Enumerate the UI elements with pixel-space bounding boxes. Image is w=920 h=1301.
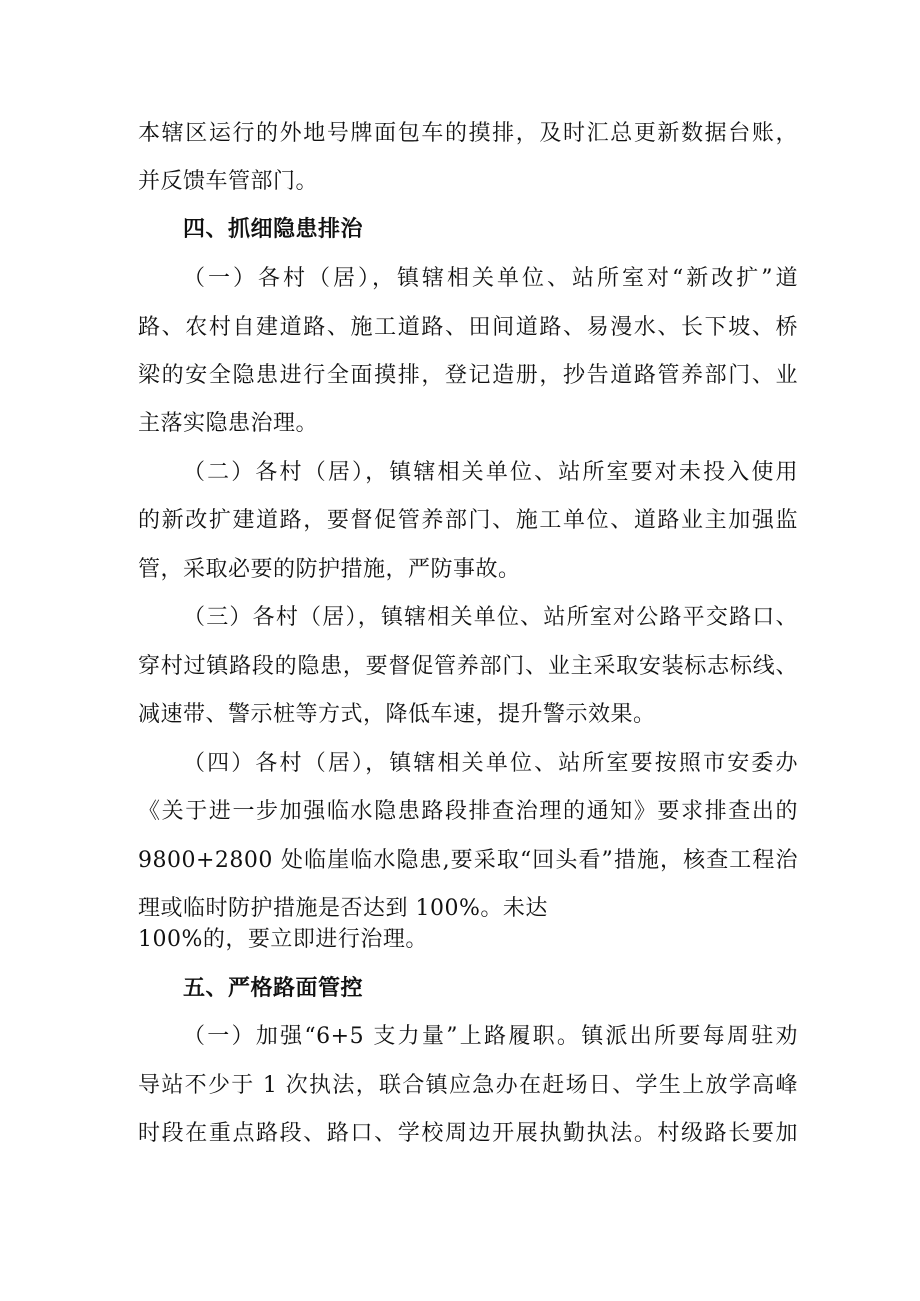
paragraph-line: 《关于进一步加强临水隐患路段排查治理的通知》要求排查出的 bbox=[138, 799, 798, 824]
section-heading: 五、严格路面管控 bbox=[183, 976, 364, 1001]
paragraph-line: （四）各村（居），镇辖相关单位、站所室要按照市安委办 bbox=[183, 751, 798, 776]
paragraph-line: 的新改扩建道路，要督促管养部门、施工单位、道路业主加强监 bbox=[138, 508, 798, 533]
paragraph-line: （二）各村（居），镇辖相关单位、站所室要对未投入使用 bbox=[183, 460, 798, 485]
section-heading: 四、抓细隐患排治 bbox=[183, 217, 364, 242]
paragraph-line: 并反馈车管部门。 bbox=[138, 169, 319, 194]
paragraph-line: 梁的安全隐患进行全面摸排，登记造册，抄告道路管养部门、业 bbox=[138, 363, 798, 388]
paragraph-line: 100%的，要立即进行治理。 bbox=[138, 927, 428, 952]
paragraph-line: （三）各村（居），镇辖相关单位、站所室对公路平交路口、 bbox=[183, 605, 798, 630]
paragraph-line: 管，采取必要的防护措施，严防事故。 bbox=[138, 557, 521, 582]
paragraph-line: 主落实隐患治理。 bbox=[138, 411, 319, 436]
paragraph-line: 理或临时防护措施是否达到 100%。未达 bbox=[138, 896, 548, 921]
paragraph-line: （一）加强“6+5 支力量”上路履职。镇派出所要每周驻劝 bbox=[183, 1024, 798, 1049]
paragraph-line: 路、农村自建道路、施工道路、田间道路、易漫水、长下坡、桥 bbox=[138, 315, 798, 340]
paragraph-line: 本辖区运行的外地号牌面包车的摸排，及时汇总更新数据台账， bbox=[138, 121, 798, 146]
paragraph-line: 穿村过镇路段的隐患，要督促管养部门、业主采取安装标志标线、 bbox=[138, 654, 798, 679]
paragraph-line: 9800+2800 处临崖临水隐患,要采取“回头看”措施，核查工程治 bbox=[138, 848, 798, 873]
paragraph-line: 导站不少于 1 次执法，联合镇应急办在赶场日、学生上放学高峰 bbox=[138, 1073, 798, 1098]
paragraph-line: （一）各村（居），镇辖相关单位、站所室对“新改扩”道 bbox=[183, 266, 798, 291]
paragraph-line: 减速带、警示桩等方式，降低车速，提升警示效果。 bbox=[138, 702, 656, 727]
paragraph-line: 时段在重点路段、路口、学校周边开展执勤执法。村级路长要加 bbox=[138, 1121, 798, 1146]
